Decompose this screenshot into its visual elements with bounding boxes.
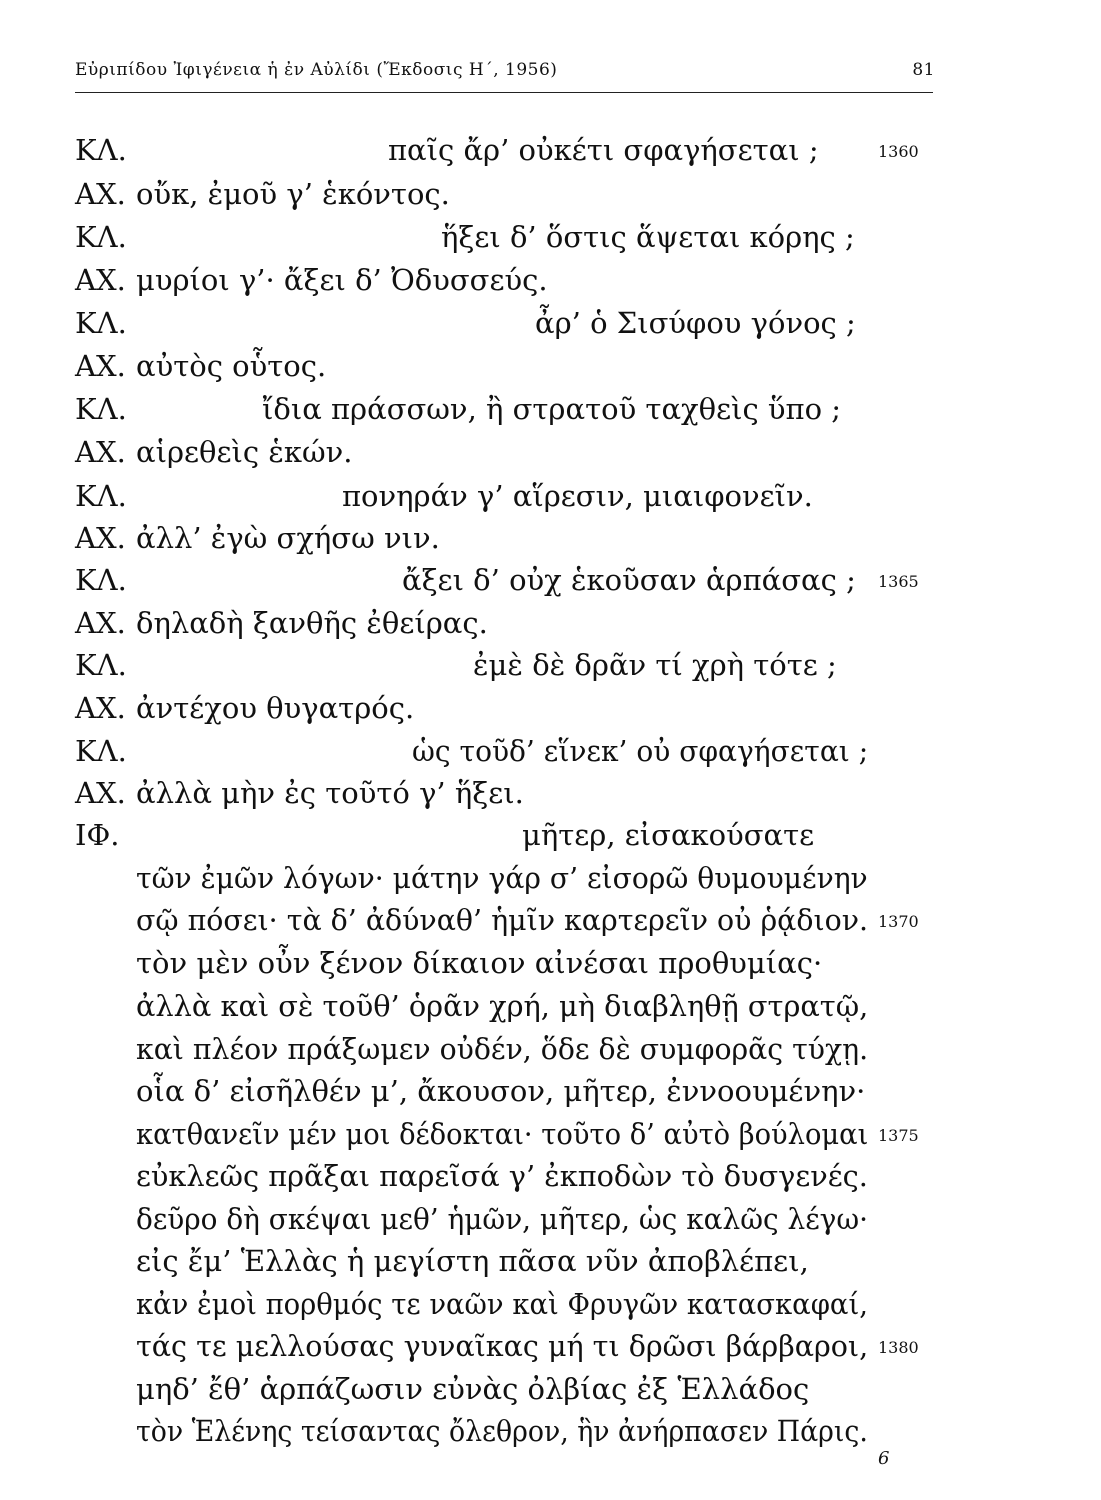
verse-line — [0, 130, 1101, 170]
line-number: 1370 — [878, 912, 919, 931]
verse-line — [0, 1369, 1101, 1409]
verse-text: παῖς ἄρ’ οὐκέτι σφαγήσεται ; — [388, 133, 819, 167]
speaker-label: ΚΛ. — [75, 563, 127, 597]
verse-text: καὶ πλέον πράξωμεν οὐδέν, ὅδε δὲ συμφορᾶς τύχῃ. — [136, 1032, 869, 1066]
verse-line — [0, 260, 1101, 300]
verse-line — [0, 560, 1101, 600]
verse-line — [0, 1029, 1101, 1069]
verse-line — [0, 1114, 1101, 1154]
line-number: 1375 — [878, 1126, 919, 1145]
speaker-label: ΑΧ. — [75, 776, 126, 810]
speaker-label: ΚΛ. — [75, 392, 127, 426]
speaker-label: ΑΧ. — [75, 691, 126, 725]
verse-line — [0, 943, 1101, 983]
verse-line — [0, 1156, 1101, 1196]
line-number: 1360 — [878, 142, 919, 161]
speaker-label: ΙΦ. — [75, 818, 120, 852]
verse-line — [0, 645, 1101, 685]
speaker-label: ΑΧ. — [75, 177, 126, 211]
verse-line — [0, 518, 1101, 558]
verse-line — [0, 217, 1101, 257]
speaker-label: ΚΛ. — [75, 133, 127, 167]
speaker-label: ΚΛ. — [75, 734, 127, 768]
verse-text: οὔκ, ἐμοῦ γ’ ἑκόντος. — [136, 177, 450, 211]
verse-line — [0, 815, 1101, 855]
verse-line — [0, 1284, 1101, 1324]
verse-text: εἰς ἔμ’ Ἑλλὰς ἡ μεγίστη πᾶσα νῦν ἀποβλέπει, — [136, 1244, 809, 1278]
verse-line — [0, 432, 1101, 472]
signature-mark: 6 — [878, 1448, 890, 1469]
verse-text: ὡς τοῦδ’ εἵνεκ’ οὐ σφαγήσεται ; — [412, 734, 869, 768]
verse-text: ἀλλὰ μὴν ἐς τοῦτό γ’ ἥξει. — [136, 776, 524, 810]
verse-line — [0, 773, 1101, 813]
speaker-label: ΑΧ. — [75, 435, 126, 469]
verse-text: μῆτερ, εἰσακούσατε — [522, 818, 815, 852]
line-number: 1365 — [878, 572, 919, 591]
verse-line — [0, 731, 1101, 771]
verse-text: εὐκλεῶς πρᾶξαι παρεῖσά γ’ ἐκποδὼν τὸ δυσγενές. — [136, 1159, 868, 1193]
speaker-label: ΑΧ. — [75, 606, 126, 640]
verse-line — [0, 1326, 1101, 1366]
verse-text: κἀν ἐμοὶ πορθμός τε ναῶν καὶ Φρυγῶν κατασκαφαί, — [136, 1287, 868, 1321]
speaker-label: ΚΛ. — [75, 648, 127, 682]
verse-text: τὸν μὲν οὖν ξένον δίκαιον αἰνέσαι προθυμίας· — [136, 946, 823, 980]
verse-text: ἀλλ’ ἐγὼ σχήσω νιν. — [136, 521, 440, 555]
verse-line — [0, 900, 1101, 940]
verse-text: δεῦρο δὴ σκέψαι μεθ’ ἡμῶν, μῆτερ, ὡς καλῶς λέγω· — [136, 1202, 869, 1236]
verse-text: ἴδια πράσσων, ἢ στρατοῦ ταχθεὶς ὕπο ; — [262, 392, 842, 426]
verse-text: αἱρεθεὶς ἑκών. — [136, 435, 353, 469]
verse-text: ἀντέχου θυγατρός. — [136, 691, 415, 725]
header-rule — [75, 92, 933, 93]
verse-text: αὐτὸς οὗτος. — [136, 349, 327, 383]
verse-line — [0, 389, 1101, 429]
verse-text: ἐμὲ δὲ δρᾶν τί χρὴ τότε ; — [473, 648, 837, 682]
line-number: 1380 — [878, 1338, 919, 1357]
verse-text: ἄξει δ’ οὐχ ἑκοῦσαν ἁρπάσας ; — [402, 563, 856, 597]
verse-line — [0, 1199, 1101, 1239]
verse-line — [0, 174, 1101, 214]
speaker-label: ΑΧ. — [75, 263, 126, 297]
verse-line — [0, 1411, 1101, 1451]
verse-line — [0, 858, 1101, 898]
verse-text: τῶν ἐμῶν λόγων· μάτην γάρ σ’ εἰσορῶ θυμουμένην — [136, 861, 868, 895]
verse-text: τάς τε μελλούσας γυναῖκας μή τι δρῶσι βάρβαροι, — [136, 1329, 869, 1363]
speaker-label: ΑΧ. — [75, 521, 126, 555]
verse-text: ἀλλὰ καὶ σὲ τοῦθ’ ὁρᾶν χρή, μὴ διαβληθῇ στρατῷ, — [136, 989, 869, 1023]
speaker-label: ΑΧ. — [75, 349, 126, 383]
speaker-label: ΚΛ. — [75, 306, 127, 340]
verse-text: τὸν Ἑλένης τείσαντας ὄλεθρον, ἣν ἀνήρπασεν Πάρις. — [136, 1414, 868, 1448]
verse-line — [0, 303, 1101, 343]
speaker-label: ΚΛ. — [75, 479, 127, 513]
verse-line — [0, 603, 1101, 643]
verse-line — [0, 688, 1101, 728]
verse-text: πονηράν γ’ αἵρεσιν, μιαιφονεῖν. — [342, 479, 813, 513]
verse-text: μυρίοι γ’· ἄξει δ’ Ὀδυσσεύς. — [136, 263, 548, 297]
verse-text: δηλαδὴ ξανθῆς ἐθείρας. — [136, 606, 488, 640]
speaker-label: ΚΛ. — [75, 220, 127, 254]
verse-text: ἥξει δ’ ὅστις ἅψεται κόρης ; — [441, 220, 855, 254]
verse-line — [0, 346, 1101, 386]
page-number: 81 — [912, 60, 935, 80]
verse-text: κατθανεῖν μέν μοι δέδοκται· τοῦτο δ’ αὐτὸ βούλομαι — [136, 1117, 869, 1151]
running-title: Εὐριπίδου Ἰφιγένεια ἡ ἐν Αὐλίδι (Ἔκδοσις Η΄, 1956) — [75, 60, 558, 80]
verse-text: ἆρ’ ὁ Σισύφου γόνος ; — [535, 306, 856, 340]
running-head — [75, 60, 935, 80]
verse-text: οἷα δ’ εἰσῆλθέν μ’, ἄκουσον, μῆτερ, ἐννοουμένην· — [136, 1074, 866, 1108]
verse-text: μηδ’ ἔθ’ ἁρπάζωσιν εὐνὰς ὀλβίας ἐξ Ἑλλάδος — [136, 1372, 810, 1406]
verse-line — [0, 1071, 1101, 1111]
verse-line — [0, 476, 1101, 516]
verse-line — [0, 986, 1101, 1026]
verse-line — [0, 1241, 1101, 1281]
verse-text: σῷ πόσει· τὰ δ’ ἀδύναθ’ ἡμῖν καρτερεῖν οὐ ῥᾴδιον. — [136, 903, 869, 937]
